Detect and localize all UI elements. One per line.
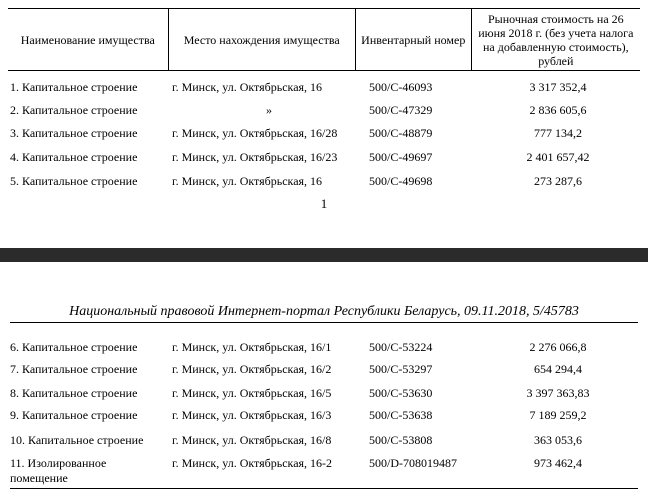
- cell-name: 5. Капитальное строение: [10, 174, 138, 188]
- cell-name: 6. Капитальное строение: [10, 340, 138, 354]
- cell-inventory: 500/С-47329: [369, 103, 433, 117]
- cell-place: г. Минск, ул. Октябрьская, 16/3: [172, 408, 332, 422]
- cell-place: г. Минск, ул. Октябрьская, 16/23: [172, 150, 338, 164]
- cell-value: 2 836 605,6: [529, 103, 587, 117]
- table-row: [0, 126, 648, 148]
- cell-inventory: 500/С-49697: [369, 150, 433, 164]
- cell-inventory: 500/С-53297: [369, 362, 433, 376]
- page-break-divider: [0, 248, 648, 262]
- table-row: [0, 80, 648, 102]
- table-row: [0, 386, 648, 408]
- table-row: [0, 103, 648, 125]
- cell-inventory: 500/С-53808: [369, 433, 433, 447]
- cell-name: 4. Капитальное строение: [10, 150, 138, 164]
- table-row: [0, 362, 648, 384]
- cell-value: 654 294,4: [534, 362, 582, 376]
- cell-place: г. Минск, ул. Октябрьская, 16: [172, 80, 323, 94]
- cell-name: 10. Капитальное строение: [10, 433, 144, 447]
- cell-value: 273 287,6: [534, 174, 582, 188]
- cell-inventory: 500/С-53630: [369, 386, 433, 400]
- cell-name: 2. Капитальное строение: [10, 103, 138, 117]
- cell-value: 7 189 259,2: [529, 408, 587, 422]
- header-value: Рыночная стоимость на 26 июня 2018 г. (без учета налога на добавленную стоимость), рублей: [471, 9, 640, 71]
- cell-name-line2: помещение: [10, 471, 68, 485]
- cell-inventory: 500/С-53638: [369, 408, 433, 422]
- cell-name: 7. Капитальное строение: [10, 362, 138, 376]
- cell-value: 2 401 657,42: [526, 150, 590, 164]
- cell-value: 3 397 363,83: [526, 386, 590, 400]
- cell-place: г. Минск, ул. Октябрьская, 16/2: [172, 362, 332, 376]
- cell-name: 9. Капитальное строение: [10, 408, 138, 422]
- table-row: [0, 340, 648, 362]
- cell-inventory: 500/С-53224: [369, 340, 433, 354]
- table-row: [0, 456, 648, 488]
- cell-inventory: 500/С-48879: [369, 126, 433, 140]
- cell-value: 777 134,2: [534, 126, 582, 140]
- page-number: 1: [320, 196, 328, 211]
- cell-inventory: 500/С-49698: [369, 174, 433, 188]
- cell-value: 973 462,4: [534, 456, 582, 470]
- cell-name: 1. Капитальное строение: [10, 80, 138, 94]
- header-place: Место нахождения имущества: [168, 9, 355, 71]
- cell-name: 3. Капитальное строение: [10, 126, 138, 140]
- cell-name-line1: 11. Изолированное: [10, 456, 107, 470]
- cell-place: г. Минск, ул. Октябрьская, 16/1: [172, 340, 332, 354]
- cell-place: »: [266, 103, 272, 117]
- cell-place: г. Минск, ул. Октябрьская, 16-2: [172, 456, 333, 470]
- cell-value: 3 317 352,4: [529, 80, 587, 94]
- cell-place: г. Минск, ул. Октябрьская, 16: [172, 174, 323, 188]
- cell-inventory: 500/D-708019487: [369, 456, 457, 470]
- cell-place: г. Минск, ул. Октябрьская, 16/28: [172, 126, 338, 140]
- cell-place: г. Минск, ул. Октябрьская, 16/5: [172, 386, 332, 400]
- cell-inventory: 500/С-46093: [369, 80, 433, 94]
- cell-name: 8. Капитальное строение: [10, 386, 138, 400]
- property-table-header: [8, 8, 640, 71]
- table-bottom-rule: [10, 488, 638, 489]
- portal-header: Национальный правовой Интернет-портал Республики Беларусь, 09.11.2018, 5/45783: [69, 304, 579, 319]
- portal-header-rule: [10, 322, 638, 323]
- header-inventory: Инвентарный номер: [355, 9, 471, 71]
- table-row: [0, 174, 648, 196]
- cell-place: г. Минск, ул. Октябрьская, 16/8: [172, 433, 332, 447]
- header-name: Наименование имущества: [8, 9, 168, 71]
- table-row: [0, 433, 648, 455]
- cell-value: 363 053,6: [534, 433, 582, 447]
- table-row: [0, 408, 648, 430]
- cell-value: 2 276 066,8: [529, 340, 587, 354]
- table-row: [0, 150, 648, 172]
